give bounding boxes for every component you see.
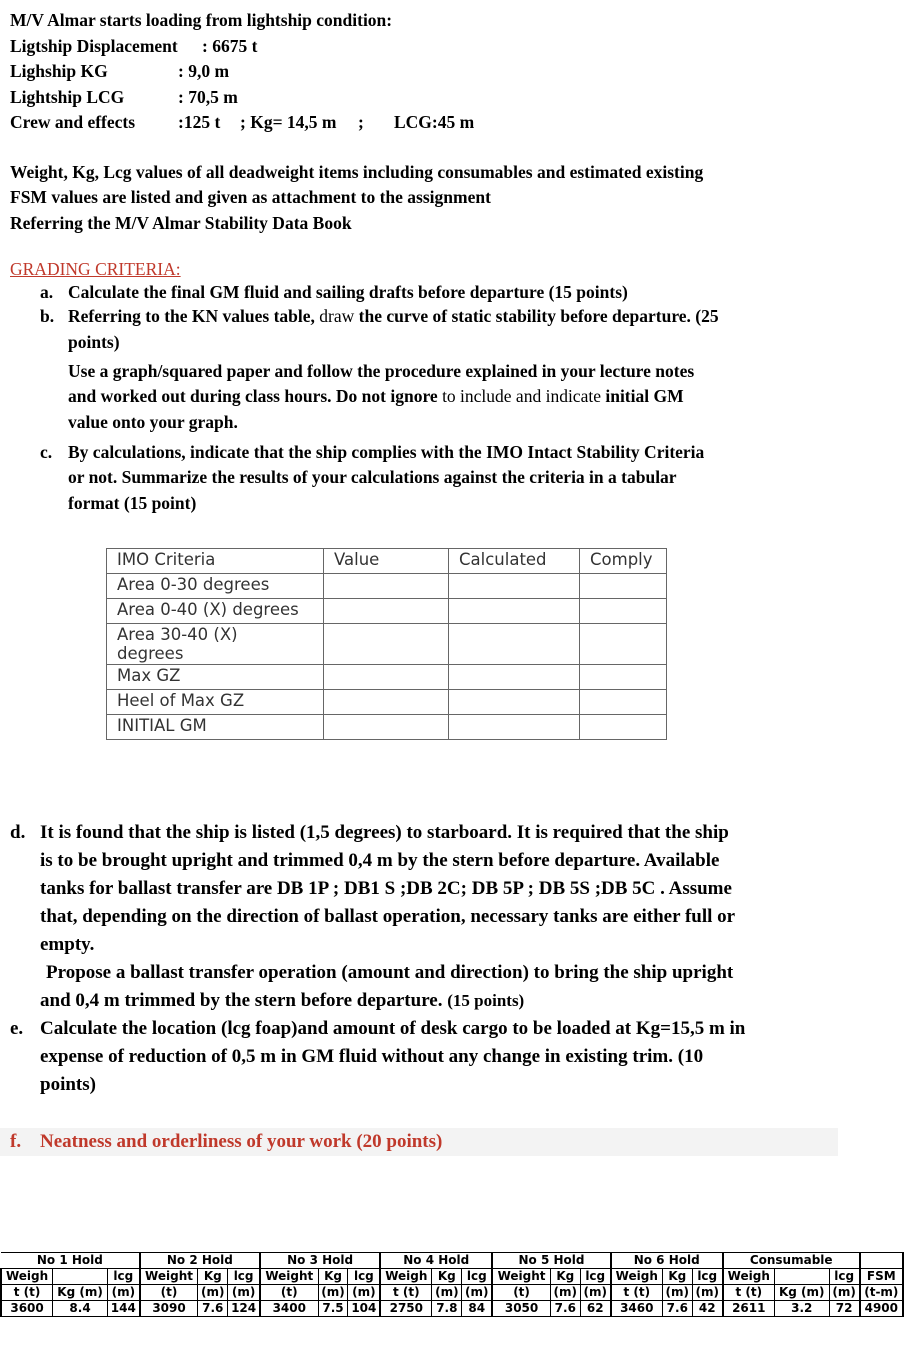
item-c-line-2: or not. Summarize the results of your calculations against the criteria in a tabular [68,467,677,487]
para-line-3: Referring the M/V Almar Stability Data Book [10,213,352,233]
imo-header-value: Value [324,549,449,574]
imo-calculated-cell[interactable] [449,574,580,599]
hold-column-unit: (t-m) [860,1285,903,1301]
imo-calculated-cell[interactable] [449,599,580,624]
hold-column-unit: (m) [432,1285,462,1301]
hold-column-unit: t (t) [611,1285,663,1301]
item-b-line-4d: initial GM [605,386,684,406]
item-b-line-1b: draw [319,306,355,326]
table-row [107,574,667,599]
imo-calculated-cell[interactable] [449,690,580,715]
imo-criteria-cell [107,624,324,665]
imo-header-row [107,549,667,574]
hold-column-header: Kg [198,1269,228,1285]
imo-calculated-cell[interactable] [449,624,580,665]
hold-value-cell: 4900 [860,1301,903,1317]
hold-column-unit: (m) [692,1285,722,1301]
imo-value-cell[interactable] [324,690,449,715]
hold-column-header: Weigh [380,1269,432,1285]
item-d-line-7a: and 0,4 m trimmed by the stern before departure. [40,990,443,1011]
grading-title: GRADING CRITERIA: [10,259,181,279]
item-e-line-2: expense of reduction of 0,5 m in GM fluid without any change in existing trim. (10 [40,1046,704,1067]
hold-column-unit: t (t) [380,1285,432,1301]
hold-column-unit: (m) [462,1285,492,1301]
hold-value-cell: 72 [829,1301,859,1317]
hold-group-header: No 6 Hold [611,1253,723,1269]
hold-value-cell: 7.8 [432,1301,462,1317]
hold-values-row [1,1301,903,1317]
hold-column-unit: Kg (m) [774,1285,829,1301]
hold-column-unit: t (t) [1,1285,53,1301]
hold-column-header: Kg [662,1269,692,1285]
hold-value-cell: 7.5 [318,1301,348,1317]
hold-value-cell: 2611 [723,1301,775,1317]
hold-group-header: No 1 Hold [1,1253,140,1269]
hold-column-header-row-1 [1,1269,903,1285]
item-d-label: d. [10,822,26,843]
imo-criteria-cell: Area 0-40 (X) degrees [107,599,324,624]
hold-column-header [774,1269,829,1285]
hold-group-header: No 4 Hold [380,1253,492,1269]
imo-comply-cell[interactable] [580,624,667,665]
hold-value-cell: 7.6 [550,1301,580,1317]
hold-column-header: Weigh [723,1269,775,1285]
item-c-label: c. [40,442,53,462]
imo-criteria-cell: Max GZ [107,665,324,690]
item-d-line-4: that, depending on the direction of ballast operation, necessary tanks are either full or [40,906,736,927]
hold-column-unit: (m) [228,1285,260,1301]
hold-column-unit: (m) [550,1285,580,1301]
hold-column-header: lcg [462,1269,492,1285]
imo-header-criteria: IMO Criteria [107,549,324,574]
imo-header-comply: Comply [580,549,667,574]
imo-criteria-text: Area 30-40 (X) [117,625,238,644]
hold-column-header: Weight [492,1269,550,1285]
lightship-lcg-value: : 70,5 m [178,87,238,107]
hold-value-cell: 144 [107,1301,139,1317]
hold-group-header-empty [860,1253,903,1269]
hold-value-cell: 84 [462,1301,492,1317]
lightship-kg-value: : 9,0 m [178,61,230,81]
hold-column-unit: (m) [662,1285,692,1301]
imo-criteria-text-cont: degrees [117,644,184,663]
imo-criteria-cell: Heel of Max GZ [107,690,324,715]
item-d-line-2: is to be brought upright and trimmed 0,4 m by the stern before departure. Available [40,850,720,871]
lightship-displacement-value: : 6675 t [202,36,258,56]
imo-value-cell[interactable] [324,599,449,624]
item-d-points: (15 points) [447,991,525,1010]
imo-criteria-table [106,548,667,740]
hold-group-header: No 2 Hold [140,1253,260,1269]
item-c-line-3: format (15 point) [68,493,197,513]
hold-column-header: lcg [228,1269,260,1285]
hold-column-unit: (t) [260,1285,318,1301]
para-line-1: Weight, Kg, Lcg values of all deadweight items including consumables and estimated existing [10,162,704,182]
lightship-kg-label: Lighship KG [10,61,108,81]
imo-criteria-cell: INITIAL GM [107,715,324,740]
hold-column-unit: (m) [829,1285,859,1301]
item-b-line-2: points) [68,332,120,352]
item-d-line-1: It is found that the ship is listed (1,5 degrees) to starboard. It is required that the ship [40,822,729,843]
hold-value-cell: 62 [580,1301,610,1317]
hold-value-cell: 124 [228,1301,260,1317]
item-b-line-3: Use a graph/squared paper and follow the procedure explained in your lecture notes [68,361,695,381]
item-d-line-6: Propose a ballast transfer operation (amount and direction) to bring the ship upright [46,962,734,983]
imo-value-cell[interactable] [324,574,449,599]
hold-column-unit: (t) [140,1285,198,1301]
item-b-label: b. [40,306,55,326]
hold-column-header: Weigh [611,1269,663,1285]
hold-column-unit: (t) [492,1285,550,1301]
imo-comply-cell[interactable] [580,665,667,690]
imo-header-calculated: Calculated [449,549,580,574]
hold-group-header: No 5 Hold [492,1253,610,1269]
hold-column-unit: t (t) [723,1285,775,1301]
hold-value-cell: 3600 [1,1301,53,1317]
item-b-line-4 [68,385,684,407]
hold-column-header: lcg [107,1269,139,1285]
hold-column-unit: (m) [348,1285,380,1301]
hold-column-header: Weight [140,1269,198,1285]
lightship-displacement-label: Ligtship Displacement [10,36,178,56]
item-e-line-1: Calculate the location (lcg foap)and amount of desk cargo to be loaded at Kg=15,5 m in [40,1018,746,1039]
imo-value-cell[interactable] [324,665,449,690]
item-d-line-5: empty. [40,934,95,955]
crew-effects-sep: ; [358,112,364,132]
hold-column-header: Kg [550,1269,580,1285]
hold-value-cell: 7.6 [662,1301,692,1317]
item-b-line-1a: Referring to the KN values table, [68,306,315,326]
hold-column-header: Weigh [1,1269,53,1285]
table-row [107,690,667,715]
hold-group-header: No 3 Hold [260,1253,380,1269]
imo-value-cell[interactable] [324,715,449,740]
hold-column-header: lcg [692,1269,722,1285]
item-b-line-1 [68,305,719,327]
imo-comply-cell[interactable] [580,690,667,715]
hold-value-cell: 3090 [140,1301,198,1317]
hold-column-header: Kg [432,1269,462,1285]
hold-column-header: Weight [260,1269,318,1285]
crew-effects-label: Crew and effects [10,112,136,132]
para-line-2: FSM values are listed and given as attachment to the assignment [10,187,491,207]
item-b-line-1c: the curve of static stability before departure. (25 [358,306,719,326]
hold-value-cell: 104 [348,1301,380,1317]
table-row [107,599,667,624]
imo-value-cell[interactable] [324,624,449,665]
item-b-line-4a: and worked out during class hours. [68,386,332,406]
crew-effects-kg: ; Kg= 14,5 m [240,112,337,132]
item-a-label: a. [40,282,54,302]
item-a-text: Calculate the final GM fluid and sailing drafts before departure (15 points) [68,282,628,302]
hold-value-cell: 42 [692,1301,722,1317]
item-b-line-4b: Do not ignore [335,386,438,406]
imo-calculated-cell[interactable] [449,715,580,740]
crew-effects-lcg: LCG:45 m [394,112,475,132]
hold-value-cell: 8.4 [53,1301,108,1317]
hold-value-cell: 3.2 [774,1301,829,1317]
imo-comply-cell[interactable] [580,599,667,624]
hold-column-header: Kg [318,1269,348,1285]
hold-group-header-row [1,1253,903,1269]
hold-value-cell: 2750 [380,1301,432,1317]
table-row [107,624,667,665]
hold-column-unit: Kg (m) [53,1285,108,1301]
hold-value-cell: 7.6 [198,1301,228,1317]
hold-column-header: lcg [348,1269,380,1285]
table-row [107,665,667,690]
hold-column-unit: (m) [318,1285,348,1301]
item-f-text: Neatness and orderliness of your work (20 points) [40,1131,443,1152]
item-e-label: e. [10,1018,24,1039]
intro-line-1: M/V Almar starts loading from lightship condition: [10,10,393,30]
hold-value-cell: 3050 [492,1301,550,1317]
hold-value-cell: 3400 [260,1301,318,1317]
item-f-label: f. [10,1131,22,1152]
crew-effects-weight: :125 t [178,112,221,132]
item-b-line-4c: to include and indicate [442,386,601,406]
imo-calculated-cell[interactable] [449,665,580,690]
imo-comply-cell[interactable] [580,574,667,599]
imo-criteria-cell: Area 0-30 degrees [107,574,324,599]
hold-column-unit: (m) [107,1285,139,1301]
hold-column-header: lcg [580,1269,610,1285]
imo-comply-cell[interactable] [580,715,667,740]
item-e-line-3: points) [40,1074,96,1095]
item-c-line-1: By calculations, indicate that the ship complies with the IMO Intact Stability Criteria [68,442,705,462]
hold-data-table [0,1252,904,1317]
lightship-lcg-label: Lightship LCG [10,87,125,107]
item-d-line-7 [40,990,524,1012]
table-row [107,715,667,740]
hold-column-header: lcg [829,1269,859,1285]
hold-group-header: Consumable [723,1253,860,1269]
hold-column-header-row-2 [1,1285,903,1301]
hold-column-unit: (m) [198,1285,228,1301]
hold-value-cell: 3460 [611,1301,663,1317]
hold-column-header [53,1269,108,1285]
item-b-line-5: value onto your graph. [68,412,238,432]
item-d-line-3: tanks for ballast transfer are DB 1P ; DB1 S ;DB 2C; DB 5P ; DB 5S ;DB 5C . Assume [40,878,732,899]
hold-column-unit: (m) [580,1285,610,1301]
hold-column-header: FSM [860,1269,903,1285]
